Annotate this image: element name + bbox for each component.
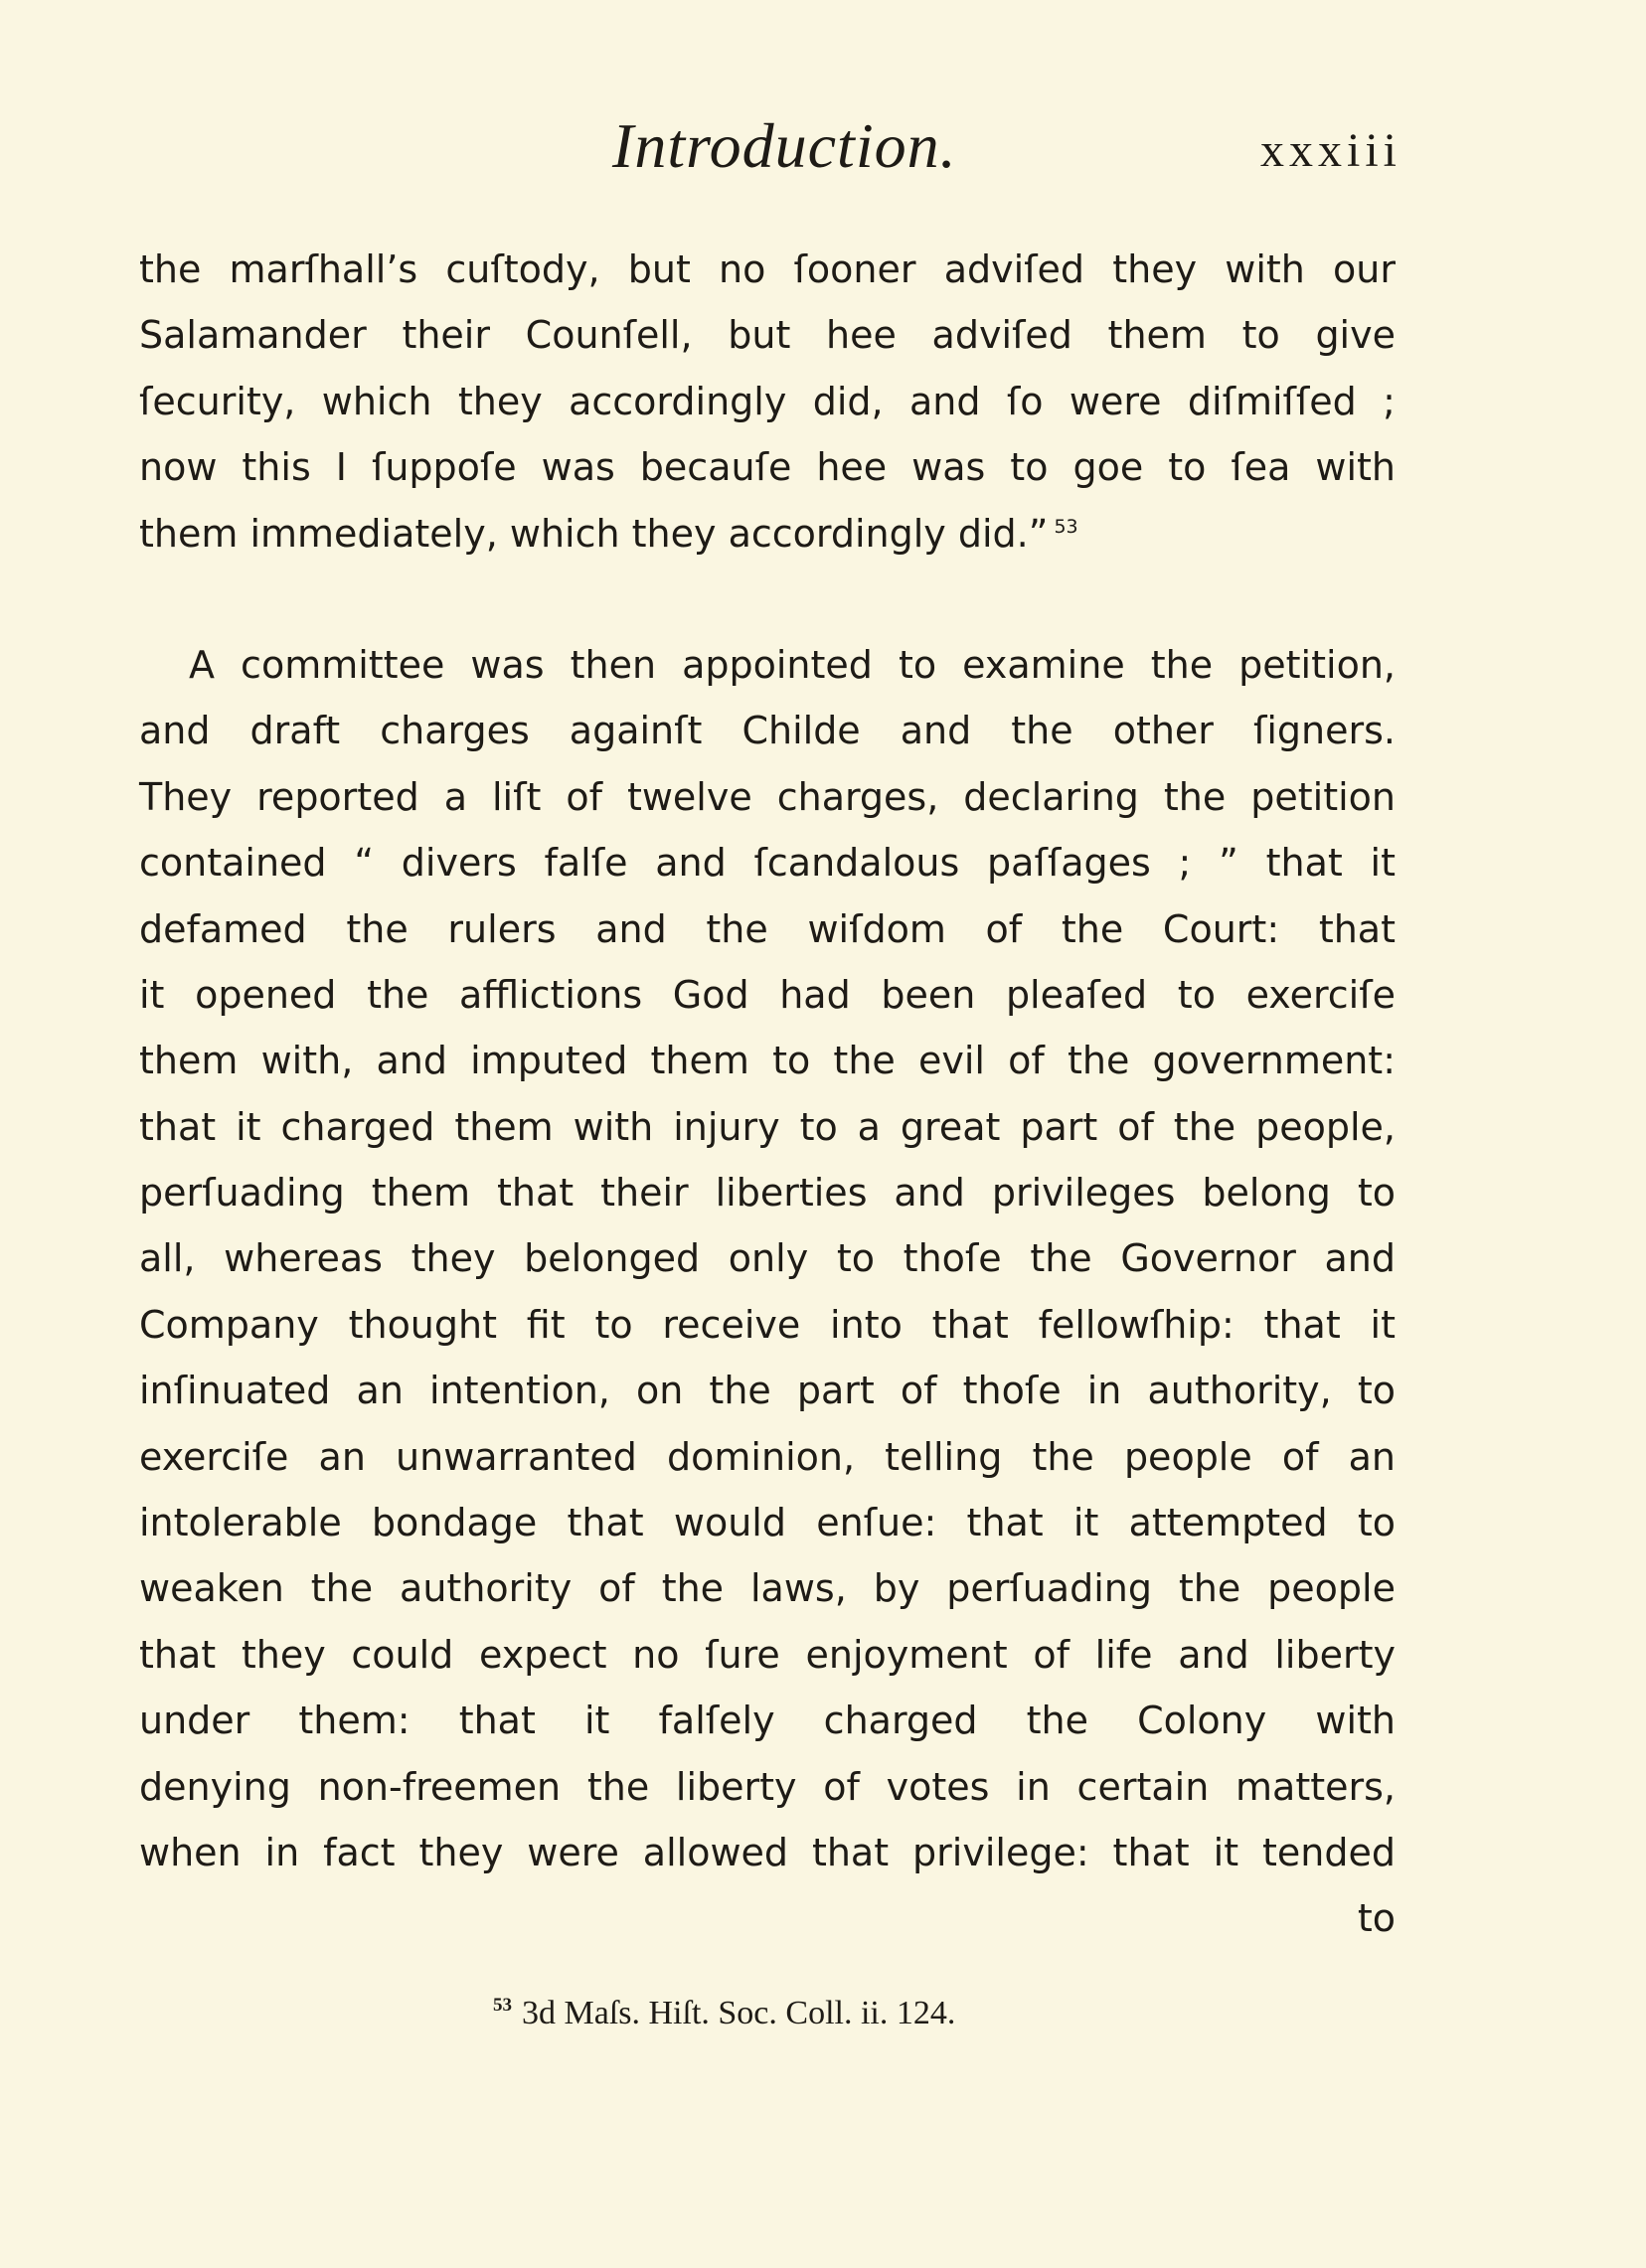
text-line: weaken the authority of the laws, by perſuading the people bbox=[139, 1566, 1396, 1611]
text-line: intolerable bondage that would enſue: that it attempted to bbox=[139, 1501, 1396, 1545]
text-line: defamed the rulers and the wiſdom of the Court: that bbox=[139, 906, 1396, 951]
footnote bbox=[493, 1986, 955, 2033]
text-line: inſinuated an intention, on the part of thoſe in authority, to bbox=[139, 1369, 1396, 1413]
text-line: exerciſe an unwarranted dominion, telling the people of an bbox=[139, 1434, 1396, 1479]
footnote-marker: 53 bbox=[493, 1995, 512, 2016]
text-line: Salamander their Counſell, but hee adviſed them to give bbox=[139, 313, 1396, 358]
text-line: it opened the afflictions God had been pleaſed to exerciſe bbox=[139, 972, 1396, 1017]
text-line: all, whereas they belonged only to thoſe the Governor and bbox=[139, 1236, 1396, 1281]
text-line: them with, and imputed them to the evil of the government: bbox=[139, 1039, 1396, 1083]
paragraph-2 bbox=[139, 632, 1396, 1885]
text-line: contained “ divers falſe and ſcandalous paſſages ; ” that it bbox=[139, 841, 1396, 886]
running-title: Introduction. bbox=[612, 110, 957, 181]
text-line: Company thought fit to receive into that fellowſhip: that it bbox=[139, 1302, 1396, 1347]
catchword: to bbox=[1357, 1896, 1396, 1941]
text-line: They reported a liſt of twelve charges, declaring the petition bbox=[139, 774, 1396, 819]
footnote-reference: 53 bbox=[1054, 515, 1078, 538]
text-line: A committee was then appointed to examine the petition, bbox=[189, 642, 1396, 687]
text-line: denying non-freemen the liberty of votes in certain matters, bbox=[139, 1764, 1396, 1809]
text-line: perſuading them that their liberties and privileges belong to bbox=[139, 1171, 1396, 1215]
running-head bbox=[139, 109, 1401, 199]
paragraph-1 bbox=[139, 237, 1396, 567]
footnote-text: 3d Maſs. Hiſt. Soc. Coll. ii. 124. bbox=[522, 1995, 956, 2031]
page-number: xxxiii bbox=[1259, 124, 1401, 177]
text-line: the marſhall’s cuſtody, but no ſooner adviſed they with our bbox=[139, 247, 1396, 291]
text-line: ſecurity, which they accordingly did, and ſo were diſmiſſed ; bbox=[139, 379, 1396, 423]
text-line: and draft charges againſt Childe and the other ſigners. bbox=[139, 709, 1396, 753]
text-line: now this I ſuppoſe was becauſe hee was to goe to ſea with bbox=[139, 445, 1396, 490]
text-line-content: them immediately, which they accordingly did.” bbox=[139, 511, 1049, 556]
text-line: under them: that it falſely charged the Colony with bbox=[139, 1699, 1396, 1743]
text-line: that they could expect no ſure enjoyment of life and liberty bbox=[139, 1632, 1396, 1677]
paragraph-gap bbox=[139, 567, 1396, 632]
body-text bbox=[139, 237, 1396, 1952]
text-line bbox=[139, 501, 1396, 567]
text-line: when in fact they were allowed that privilege: that it tended bbox=[139, 1830, 1396, 1874]
text-line: that it charged them with injury to a great part of the people, bbox=[139, 1104, 1396, 1149]
